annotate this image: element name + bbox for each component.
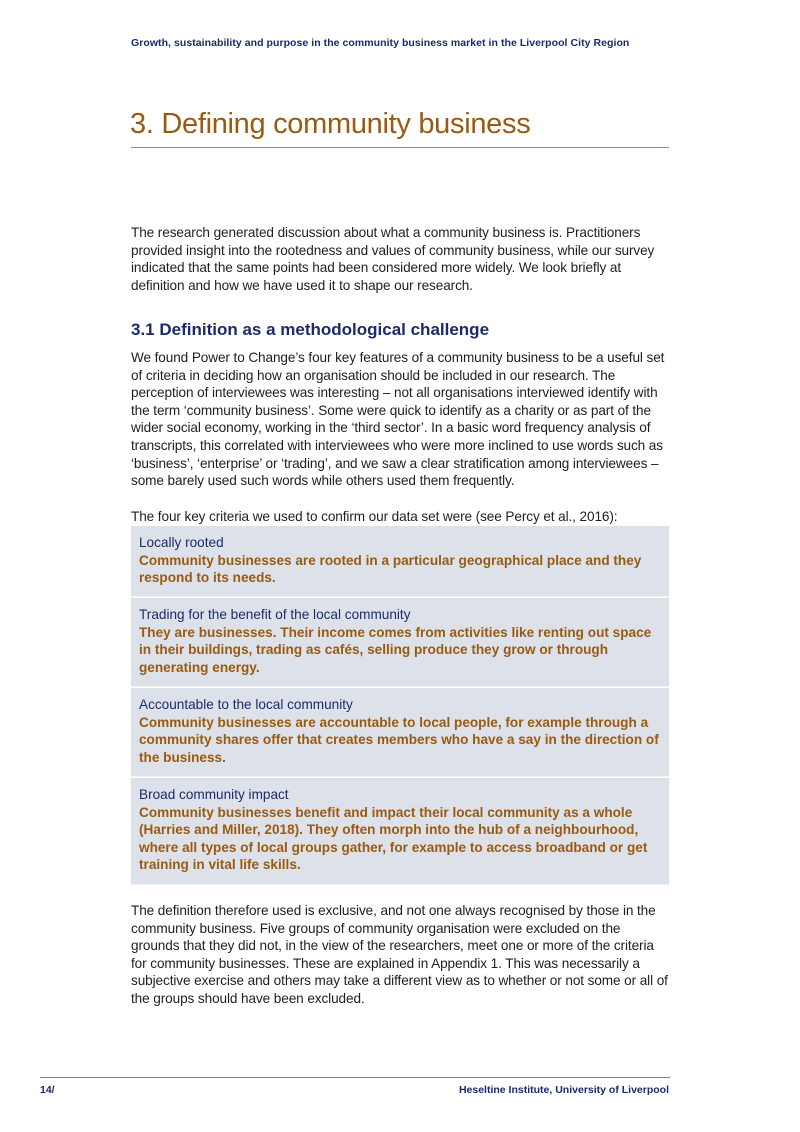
- criterion-accountable: [131, 688, 669, 776]
- criterion-description: Community businesses are accountable to local people, for example through a community shares offer that creates members who have a say in the direction of the business.: [139, 714, 659, 765]
- footer-divider: [40, 1077, 670, 1078]
- criteria-table: [131, 526, 669, 886]
- criterion-title: Trading for the benefit of the local community: [139, 607, 411, 622]
- page-number: 14/: [40, 1084, 55, 1096]
- intro-paragraph: The research generated discussion about what a community business is. Practitioners provided insight into the rootedness and values of community business, while our survey indicated that the same points had been considered more widely. We look briefly at definition and how we have used it to shape our research.: [131, 225, 655, 293]
- criteria-lead-paragraph: The four key criteria we used to confirm our data set were (see Percy et al., 2016):: [131, 509, 618, 524]
- criterion-title: Locally rooted: [139, 535, 224, 550]
- criterion-broad-impact: [131, 778, 669, 884]
- criterion-title: Broad community impact: [139, 787, 289, 802]
- body-paragraph-2: The definition therefore used is exclusive, and not one always recognised by those in the community business. Five groups of community organisation were excluded on the grounds that they did not, in the view of the researchers, meet one or more of the criteria for community businesses. These are explained in Appendix 1. This was necessarily a subjective exercise and others may take a different view as to whether or not some or all of the groups should have been excluded.: [131, 903, 668, 1006]
- chapter-title: 3. Defining community business: [130, 108, 531, 140]
- section-heading: 3.1 Definition as a methodological challenge: [131, 320, 490, 339]
- criterion-description: Community businesses are rooted in a particular geographical place and they respond to its needs.: [139, 552, 642, 586]
- criterion-description: They are businesses. Their income comes from activities like renting out space in their buildings, trading as cafés, selling produce they grow or through generating energy.: [139, 624, 652, 675]
- body-paragraph-1: We found Power to Change’s four key features of a community business to be a useful set of criteria in deciding how an organisation should be included in our research. The perception of interviewees was interesting – not all organisations interviewed identify with the term ‘community business’. Some were quick to identify as a charity or as part of the wider social economy, working in the ‘third sector’. In a basic word frequency analysis of transcripts, this correlated with interviewees who were more inclined to use words such as ‘business’, ‘enterprise’ or ‘trading’, and we saw a clear stratification among interviewees – some barely used such words while others used them frequently.: [131, 350, 665, 489]
- criterion-title: Accountable to the local community: [139, 697, 353, 712]
- title-divider: [131, 147, 669, 148]
- running-header: Growth, sustainability and purpose in the community business market in the Liverpool City Region: [131, 37, 630, 49]
- criterion-locally-rooted: [131, 526, 669, 596]
- criterion-trading: [131, 598, 669, 686]
- footer-institution: Heseltine Institute, University of Liverpool: [458, 1084, 669, 1096]
- criterion-description: Community businesses benefit and impact their local community as a whole (Harries and Miller, 2018). They often morph into the hub of a neighbourhood, where all types of local groups gather, for example to access broadband or get training in vital life skills.: [139, 804, 648, 873]
